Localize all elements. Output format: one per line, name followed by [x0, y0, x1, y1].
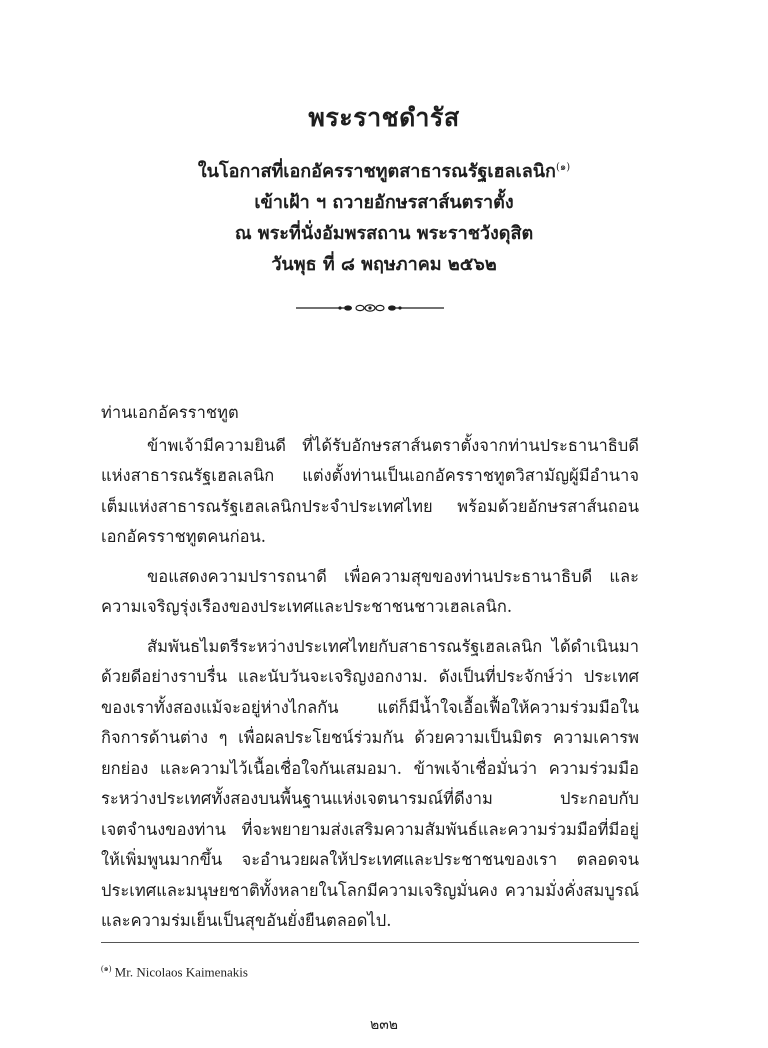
subtitle-line-2: เข้าเฝ้า ฯ ถวายอักษรสาส์นตราตั้ง	[254, 192, 514, 213]
subtitle-line-1	[0, 152, 768, 187]
footnote-text: Mr. Nicolaos Kaimenakis	[114, 964, 248, 980]
paragraph: ข้าพเจ้ามีความยินดี ที่ได้รับอักษรสาส์นตราตั้งจากท่านประธานาธิบดีแห่งสาธารณรัฐเฮลเลนิก แต่งตั้งท่านเป็นเอกอัครราชทูตวิสามัญผู้มีอำนาจเต็มแห่งสาธารณรัฐเฮลเลนิกประจำประเทศไทย พร้อมด้วยอักษรสาส์นถอนเอกอัครราชทูตคนก่อน.	[101, 435, 639, 546]
paragraph: ขอแสดงความปรารถนาดี เพื่อความสุขของท่านประธานาธิบดี และความเจริญรุ่งเรืองของประเทศและประชาชนชาวเฮลเลนิก.	[101, 566, 639, 616]
subtitle-line-1-text: ในโอกาสที่เอกอัครราชทูตสาธารณรัฐเฮลเลนิก	[197, 161, 556, 182]
subtitle-line-3: ณ พระที่นั่งอัมพรสถาน พระราชวังดุสิต	[234, 223, 534, 244]
speech-body	[101, 398, 639, 937]
footnote-marker: (๑)	[101, 964, 112, 973]
page-title: พระราชดำรัส	[308, 103, 460, 132]
footnote-reference-marker: (๑)	[555, 162, 571, 173]
occasion-subtitle	[0, 152, 768, 280]
ornament-divider-icon	[294, 298, 446, 318]
salutation: ท่านเอกอัครราชทูต	[101, 403, 239, 422]
footnote-divider	[101, 942, 639, 943]
page-number: ๒๓๒	[369, 1017, 399, 1033]
subtitle-line-4-date: วันพุธ ที่ ๘ พฤษภาคม ๒๕๖๒	[271, 254, 497, 275]
footnote	[101, 962, 248, 980]
paragraph: สัมพันธไมตรีระหว่างประเทศไทยกับสาธารณรัฐเฮลเลนิก ได้ดำเนินมาด้วยดีอย่างราบรื่น และนับวันจะเจริญงอกงาม. ดังเป็นที่ประจักษ์ว่า ประเทศของเราทั้งสองแม้จะอยู่ห่างไกลกัน แต่ก็มีน้ำใจเอื้อเฟื้อให้ความร่วมมือในกิจการด้านต่าง ๆ เพื่อผลประโยชน์ร่วมกัน ด้วยความเป็นมิตร ความเคารพยกย่อง และความไว้เนื้อเชื่อใจกันเสมอมา. ข้าพเจ้าเชื่อมั่นว่า ความร่วมมือระหว่างประเทศทั้งสองบนพื้นฐานแห่งเจตนารมณ์ที่ดีงาม ประกอบกับเจตจำนงของท่าน ที่จะพยายามส่งเสริมความสัมพันธ์และความร่วมมือที่มีอยู่ให้เพิ่มพูนมากขึ้น จะอำนวยผลให้ประเทศและประชาชนของเรา ตลอดจนประเทศและมนุษยชาติทั้งหลายในโลกมีความเจริญมั่นคง ความมั่งคั่งสมบูรณ์ และความร่มเย็นเป็นสุขอันยั่งยืนตลอดไป.	[101, 636, 639, 930]
